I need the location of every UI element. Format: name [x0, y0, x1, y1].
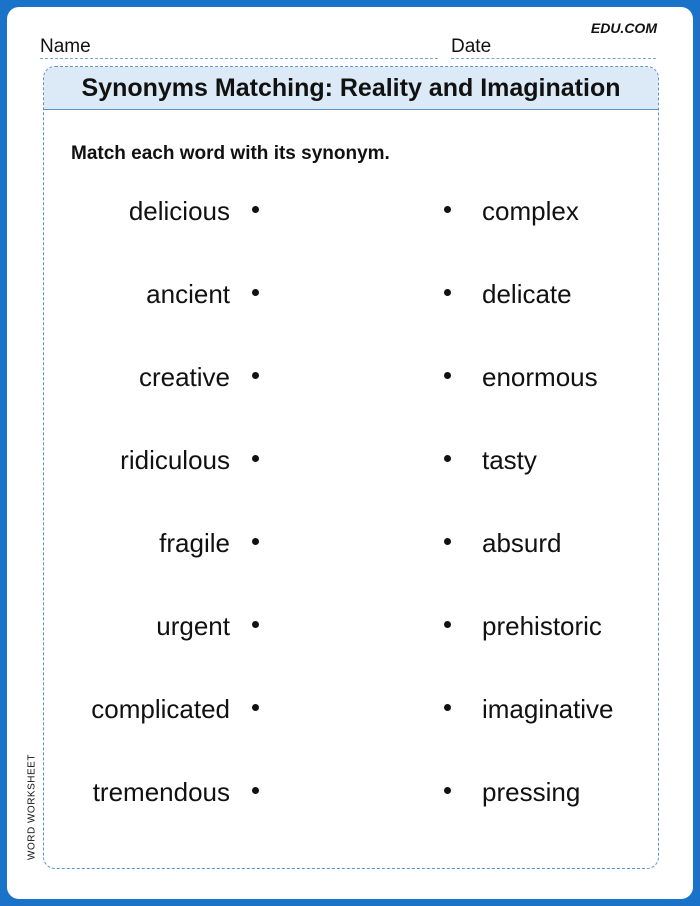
date-field[interactable] — [451, 36, 656, 59]
name-label: Name — [40, 36, 91, 57]
right-match-dot[interactable] — [444, 372, 451, 379]
left-match-dot[interactable] — [252, 206, 259, 213]
match-row — [44, 188, 658, 228]
right-word: tasty — [482, 445, 537, 475]
match-row — [44, 603, 658, 643]
worksheet-card — [43, 66, 659, 869]
right-word: delicate — [482, 279, 572, 309]
left-match-dot[interactable] — [252, 787, 259, 794]
worksheet-title: Synonyms Matching: Reality and Imagination — [81, 73, 621, 102]
right-word: enormous — [482, 362, 598, 392]
name-field[interactable] — [40, 36, 438, 59]
match-row — [44, 769, 658, 809]
right-match-dot[interactable] — [444, 289, 451, 296]
match-row — [44, 520, 658, 560]
left-word: urgent — [156, 611, 230, 641]
brand-logo: EDU.COM — [590, 20, 657, 36]
worksheet-page — [7, 7, 693, 899]
right-word: absurd — [482, 528, 562, 558]
match-row — [44, 686, 658, 726]
left-match-dot[interactable] — [252, 538, 259, 545]
left-word: delicious — [128, 196, 230, 226]
date-label: Date — [451, 36, 492, 57]
right-word: complex — [482, 196, 579, 226]
right-match-dot[interactable] — [444, 206, 451, 213]
left-word: ancient — [146, 279, 230, 309]
match-row — [44, 354, 658, 394]
left-match-dot[interactable] — [252, 372, 259, 379]
side-label: WORD WORKSHEET — [26, 754, 38, 860]
left-word: tremendous — [92, 777, 230, 807]
left-word: ridiculous — [120, 445, 230, 475]
instructions: Match each word with its synonym. — [71, 143, 390, 164]
match-row — [44, 271, 658, 311]
right-word: imaginative — [482, 694, 614, 724]
right-match-dot[interactable] — [444, 704, 451, 711]
left-match-dot[interactable] — [252, 455, 259, 462]
right-match-dot[interactable] — [444, 538, 451, 545]
left-word: creative — [138, 362, 230, 392]
right-word: prehistoric — [482, 611, 602, 641]
title-bar — [44, 67, 658, 110]
left-match-dot[interactable] — [252, 704, 259, 711]
right-word: pressing — [482, 777, 581, 807]
left-word: complicated — [91, 694, 230, 724]
left-match-dot[interactable] — [252, 289, 259, 296]
left-match-dot[interactable] — [252, 621, 259, 628]
match-row — [44, 437, 658, 477]
right-match-dot[interactable] — [444, 455, 451, 462]
left-word: fragile — [159, 528, 230, 558]
right-match-dot[interactable] — [444, 787, 451, 794]
right-match-dot[interactable] — [444, 621, 451, 628]
